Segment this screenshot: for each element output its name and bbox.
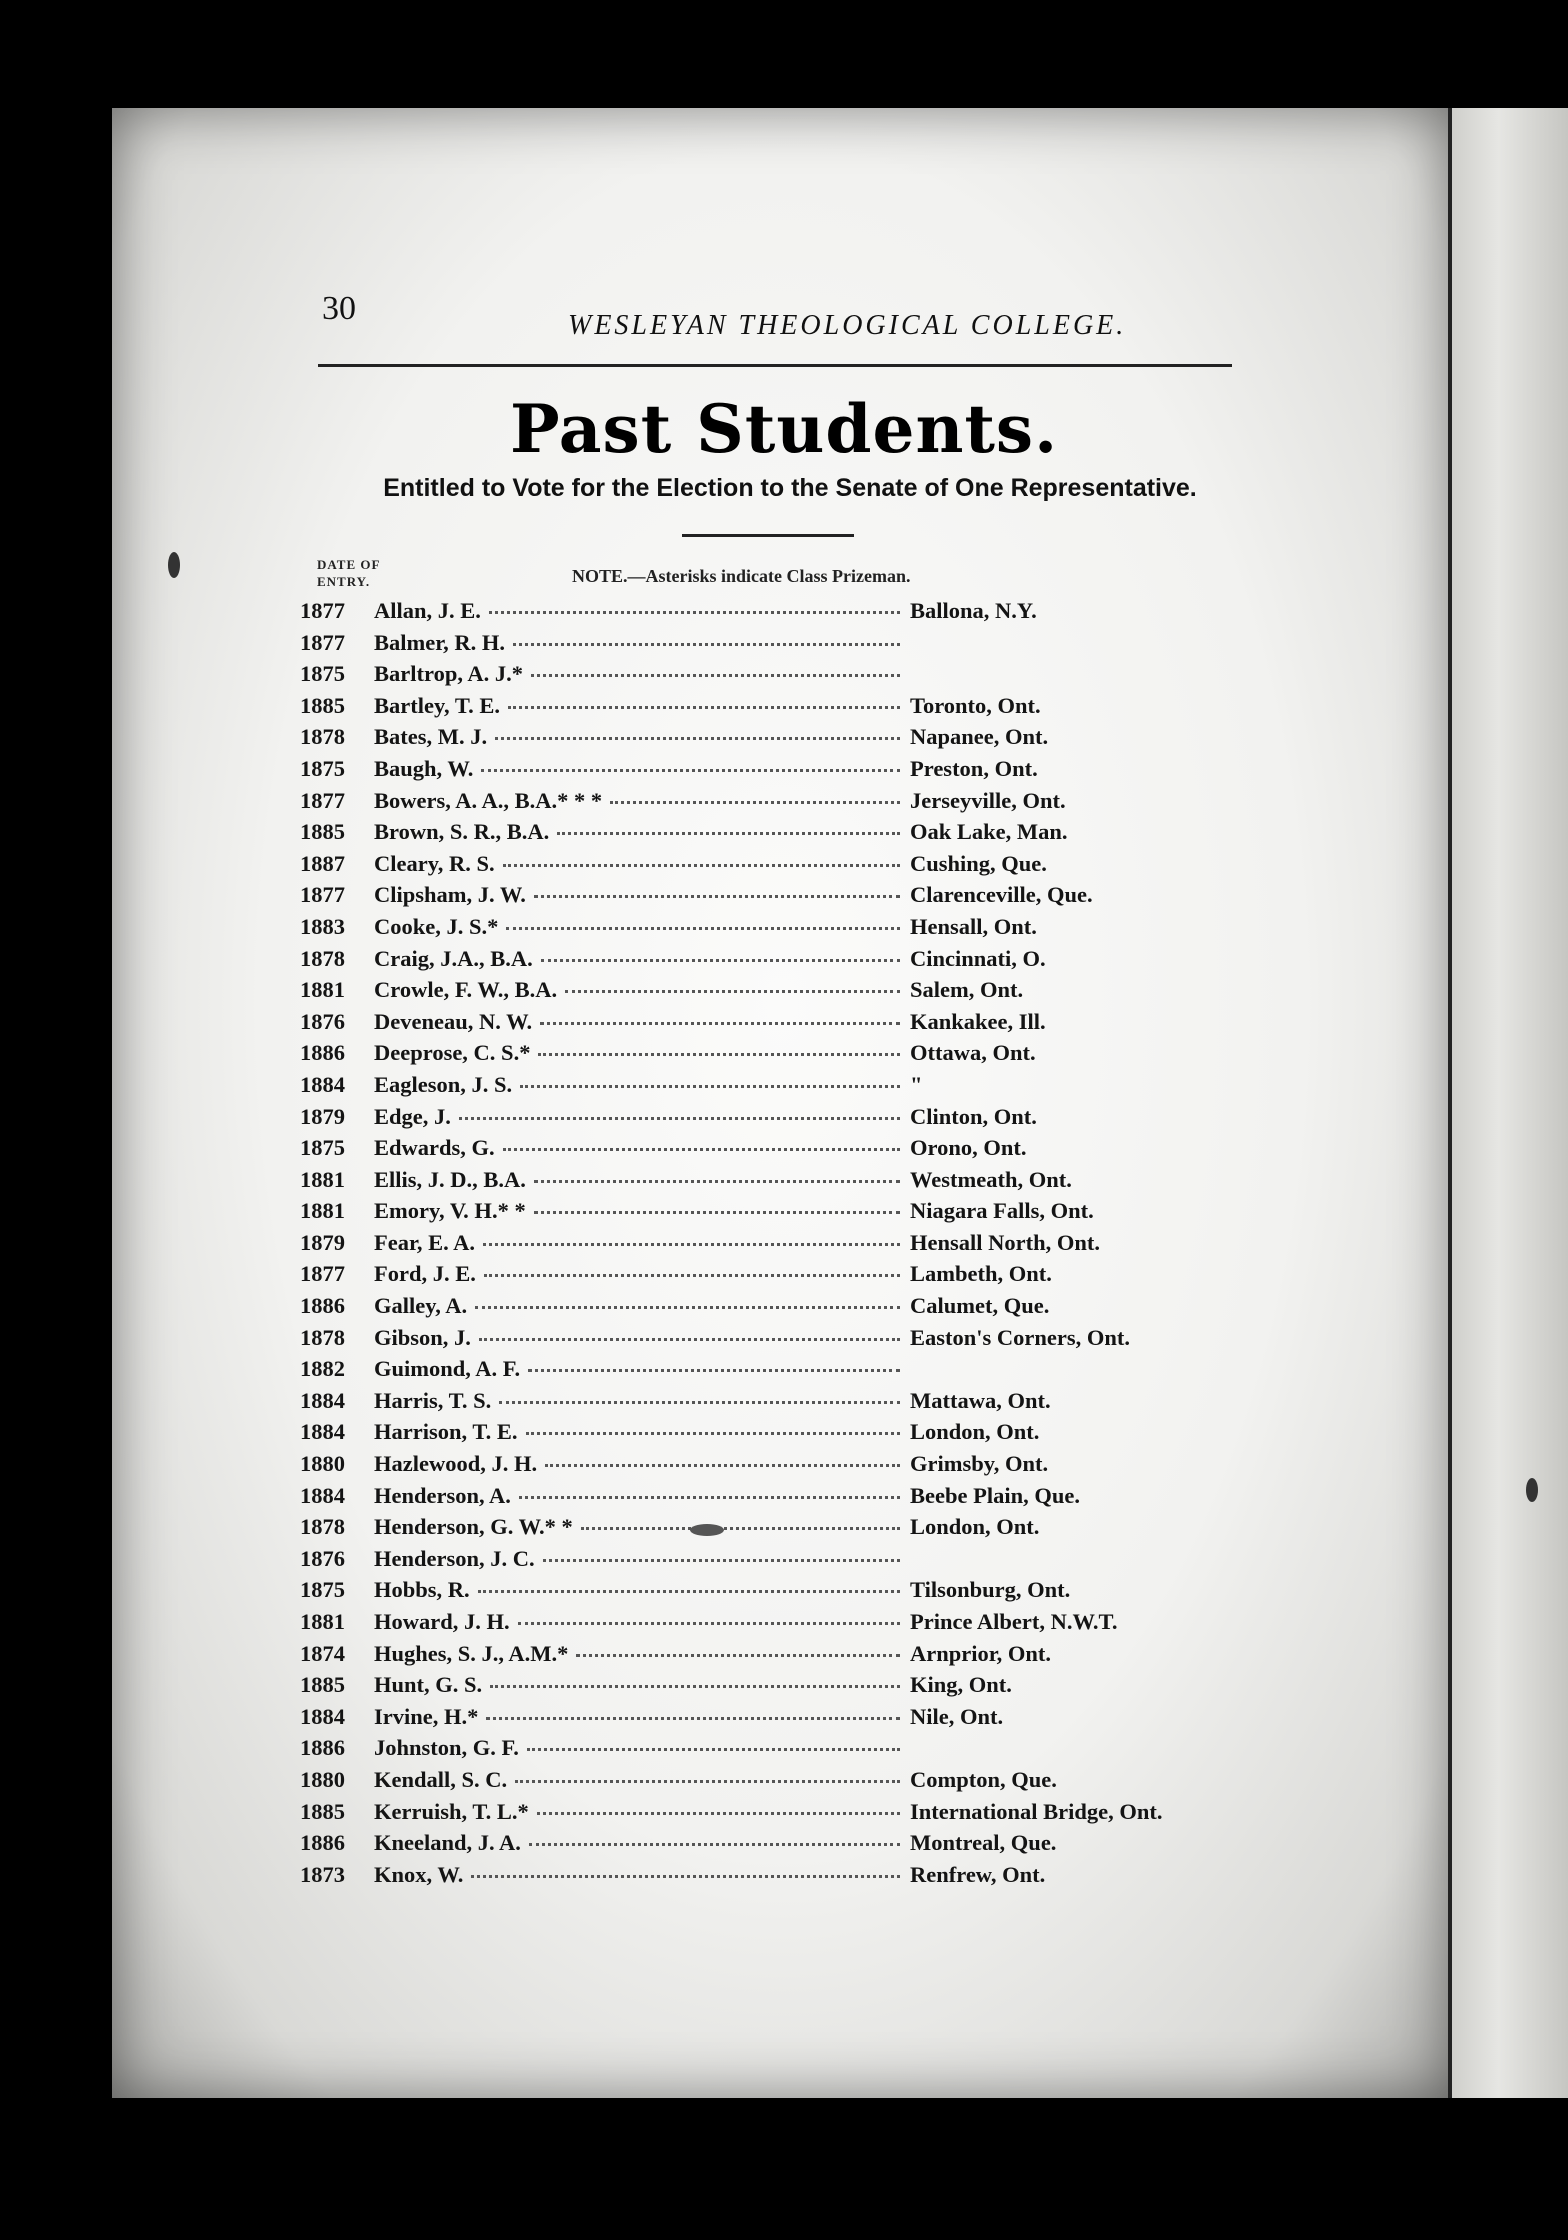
entry-year: 1877 <box>300 629 345 655</box>
student-residence: Napanee, Ont. <box>910 724 1049 750</box>
student-name: Bates, M. J. <box>374 724 488 750</box>
dot-leader <box>519 1496 900 1499</box>
student-residence: Arnprior, Ont. <box>910 1640 1052 1666</box>
dot-leader <box>565 990 900 993</box>
dot-leader <box>520 1085 900 1088</box>
student-row <box>300 1167 1220 1199</box>
entry-year: 1886 <box>300 1040 345 1066</box>
dot-leader <box>576 1654 900 1657</box>
student-name: Hunt, G. S. <box>374 1672 483 1698</box>
entry-year: 1886 <box>300 1293 345 1319</box>
student-name: Guimond, A. F. <box>374 1356 521 1382</box>
dot-leader <box>610 801 900 804</box>
student-name: Baugh, W. <box>374 755 474 781</box>
student-row <box>300 1704 1220 1736</box>
entry-year: 1877 <box>300 882 345 908</box>
student-name: Craig, J.A., B.A. <box>374 945 533 971</box>
entry-year: 1881 <box>300 1198 345 1224</box>
entry-year: 1880 <box>300 1451 345 1477</box>
entry-year: 1878 <box>300 1324 345 1350</box>
student-row <box>300 1325 1220 1357</box>
student-name: Fear, E. A. <box>374 1229 476 1255</box>
entry-year: 1882 <box>300 1356 345 1382</box>
student-name: Kneeland, J. A. <box>374 1830 521 1856</box>
student-residence: Montreal, Que. <box>910 1830 1057 1856</box>
dot-leader <box>486 1717 900 1720</box>
dot-leader <box>540 1022 900 1025</box>
dot-leader <box>527 1748 900 1751</box>
student-residence: Hensall, Ont. <box>910 913 1037 939</box>
student-name: Irvine, H.* <box>374 1703 479 1729</box>
entry-year: 1886 <box>300 1735 345 1761</box>
dot-leader <box>529 1843 900 1846</box>
student-residence: Toronto, Ont. <box>910 692 1041 718</box>
entry-year: 1879 <box>300 1229 345 1255</box>
student-name: Galley, A. <box>374 1293 468 1319</box>
student-name: Emory, V. H.* * <box>374 1198 526 1224</box>
dot-leader <box>484 1274 900 1277</box>
dot-leader <box>515 1780 900 1783</box>
dot-leader <box>581 1527 900 1530</box>
student-name: Balmer, R. H. <box>374 629 506 655</box>
entry-year: 1875 <box>300 1577 345 1603</box>
student-name: Bartley, T. E. <box>374 692 501 718</box>
dot-leader <box>508 706 900 709</box>
student-row <box>300 1261 1220 1293</box>
student-row <box>300 914 1220 946</box>
student-row <box>300 851 1220 883</box>
dot-leader <box>541 959 900 962</box>
student-row <box>300 756 1220 788</box>
student-row <box>300 724 1220 756</box>
student-row <box>300 1388 1220 1420</box>
student-residence: Tilsonburg, Ont. <box>910 1577 1071 1603</box>
entry-year: 1880 <box>300 1766 345 1792</box>
student-name: Kerruish, T. L.* <box>374 1798 529 1824</box>
student-row <box>300 1419 1220 1451</box>
entry-year: 1873 <box>300 1861 345 1887</box>
student-residence: Orono, Ont. <box>910 1135 1027 1161</box>
dot-leader <box>528 1369 900 1372</box>
entry-year: 1885 <box>300 1798 345 1824</box>
entry-year: 1881 <box>300 1166 345 1192</box>
student-list <box>300 598 1220 1893</box>
student-name: Kendall, S. C. <box>374 1766 508 1792</box>
dot-leader <box>495 737 900 740</box>
ink-smudge <box>1526 1478 1538 1502</box>
dot-leader <box>537 1812 900 1815</box>
student-residence: Clinton, Ont. <box>910 1103 1037 1129</box>
student-row <box>300 1577 1220 1609</box>
entry-year: 1876 <box>300 1545 345 1571</box>
dot-leader <box>471 1875 900 1878</box>
student-name: Ellis, J. D., B.A. <box>374 1166 526 1192</box>
student-row <box>300 1230 1220 1262</box>
student-residence: Easton's Corners, Ont. <box>910 1324 1131 1350</box>
entry-year: 1885 <box>300 692 345 718</box>
dot-leader <box>513 643 900 646</box>
student-name: Johnston, G. F. <box>374 1735 519 1761</box>
student-row <box>300 788 1220 820</box>
student-row <box>300 946 1220 978</box>
student-residence: International Bridge, Ont. <box>910 1798 1163 1824</box>
student-residence: Ottawa, Ont. <box>910 1040 1036 1066</box>
student-name: Brown, S. R., B.A. <box>374 819 550 845</box>
student-row <box>300 1483 1220 1515</box>
student-row <box>300 1356 1220 1388</box>
date-of-entry-header: DATE OF ENTRY. <box>317 557 380 589</box>
student-name: Cooke, J. S.* <box>374 913 499 939</box>
subtitle: Entitled to Vote for the Election to the Senate of One Representative. <box>383 474 1197 502</box>
student-residence: Salem, Ont. <box>910 977 1024 1003</box>
student-residence: London, Ont. <box>910 1419 1040 1445</box>
student-row <box>300 693 1220 725</box>
dot-leader <box>506 927 900 930</box>
student-residence: Cushing, Que. <box>910 850 1047 876</box>
dot-leader <box>459 1117 900 1120</box>
dot-leader <box>499 1401 900 1404</box>
student-row <box>300 1293 1220 1325</box>
student-name: Barltrop, A. J.* <box>374 661 523 687</box>
student-name: Edwards, G. <box>374 1135 495 1161</box>
student-residence: Niagara Falls, Ont. <box>910 1198 1094 1224</box>
entry-year: 1884 <box>300 1387 345 1413</box>
student-residence: London, Ont. <box>910 1514 1040 1540</box>
student-name: Knox, W. <box>374 1861 464 1887</box>
student-residence: Westmeath, Ont. <box>910 1166 1072 1192</box>
running-head <box>208 290 1228 340</box>
student-residence: Mattawa, Ont. <box>910 1387 1051 1413</box>
title-divider <box>682 534 854 537</box>
student-residence: Hensall North, Ont. <box>910 1229 1101 1255</box>
student-row <box>300 1040 1220 1072</box>
student-row <box>300 1641 1220 1673</box>
student-row <box>300 630 1220 662</box>
student-residence: Calumet, Que. <box>910 1293 1050 1319</box>
student-residence: Clarenceville, Que. <box>910 882 1093 908</box>
student-name: Eagleson, J. S. <box>374 1071 513 1097</box>
student-name: Bowers, A. A., B.A.* * * <box>374 787 603 813</box>
student-row <box>300 1514 1220 1546</box>
student-row <box>300 1735 1220 1767</box>
dot-leader <box>543 1559 900 1562</box>
student-row <box>300 1104 1220 1136</box>
student-row <box>300 819 1220 851</box>
student-row <box>300 1862 1220 1894</box>
student-row <box>300 1072 1220 1104</box>
student-residence: Kankakee, Ill. <box>910 1008 1046 1034</box>
student-name: Deveneau, N. W. <box>374 1008 533 1034</box>
student-residence: Prince Albert, N.W.T. <box>910 1609 1118 1634</box>
student-residence: Cincinnati, O. <box>910 945 1046 971</box>
student-name: Henderson, G. W.* * <box>374 1514 573 1540</box>
dot-leader <box>478 1590 900 1593</box>
dot-leader <box>479 1338 900 1341</box>
dot-leader <box>481 769 900 772</box>
entry-year: 1881 <box>300 977 345 1003</box>
entry-year: 1877 <box>300 598 345 623</box>
student-residence: Nile, Ont. <box>910 1703 1004 1729</box>
dot-leader <box>503 1148 900 1151</box>
dot-leader <box>531 674 900 677</box>
student-residence: King, Ont. <box>910 1672 1012 1698</box>
dot-leader <box>475 1306 900 1309</box>
page-number: 30 <box>322 290 356 327</box>
dot-leader <box>557 832 900 835</box>
student-row <box>300 1009 1220 1041</box>
student-name: Hazlewood, J. H. <box>374 1451 538 1477</box>
student-name: Henderson, J. C. <box>374 1545 535 1571</box>
student-name: Hughes, S. J., A.M.* <box>374 1640 569 1666</box>
college-title: WESLEYAN THEOLOGICAL COLLEGE. <box>568 310 1127 341</box>
student-residence: Jerseyville, Ont. <box>910 787 1066 813</box>
entry-year: 1874 <box>300 1640 345 1666</box>
student-row <box>300 1830 1220 1862</box>
student-name: Henderson, A. <box>374 1482 511 1508</box>
entry-year: 1875 <box>300 755 345 781</box>
student-residence: Beebe Plain, Que. <box>910 1482 1080 1508</box>
student-name: Edge, J. <box>374 1103 451 1129</box>
entry-year: 1875 <box>300 1135 345 1161</box>
student-name: Cleary, R. S. <box>374 850 495 876</box>
student-residence: Preston, Ont. <box>910 755 1038 781</box>
entry-year: 1878 <box>300 945 345 971</box>
student-name: Gibson, J. <box>374 1324 471 1350</box>
student-name: Hobbs, R. <box>374 1577 470 1603</box>
student-name: Deeprose, C. S.* <box>374 1040 531 1066</box>
section-title: Past Students. <box>509 390 1059 468</box>
student-residence: Ballona, N.Y. <box>910 598 1037 623</box>
entry-year: 1885 <box>300 1672 345 1698</box>
student-residence: Compton, Que. <box>910 1766 1057 1792</box>
entry-year: 1876 <box>300 1008 345 1034</box>
asterisk-note: NOTE.—Asterisks indicate Class Prizeman. <box>572 566 911 586</box>
student-name: Crowle, F. W., B.A. <box>374 977 558 1003</box>
student-row <box>300 1672 1220 1704</box>
entry-year: 1886 <box>300 1830 345 1856</box>
dot-leader <box>489 611 900 614</box>
student-row <box>300 1135 1220 1167</box>
student-row <box>300 598 1220 630</box>
entry-year: 1884 <box>300 1482 345 1508</box>
student-row <box>300 1546 1220 1578</box>
entry-year: 1887 <box>300 850 345 876</box>
dot-leader <box>534 1180 900 1183</box>
header-rule <box>318 364 1232 367</box>
dot-leader <box>526 1432 900 1435</box>
student-row <box>300 882 1220 914</box>
student-name: Harris, T. S. <box>374 1387 492 1413</box>
student-name: Harrison, T. E. <box>374 1419 518 1445</box>
student-row <box>300 1767 1220 1799</box>
student-residence: Oak Lake, Man. <box>910 819 1068 845</box>
entry-year: 1878 <box>300 1514 345 1540</box>
entry-year: 1875 <box>300 661 345 687</box>
ink-smudge <box>168 552 180 578</box>
student-row <box>300 661 1220 693</box>
student-row <box>300 1198 1220 1230</box>
ink-smudge <box>690 1524 724 1536</box>
entry-year: 1877 <box>300 787 345 813</box>
student-name: Allan, J. E. <box>374 598 481 623</box>
entry-year: 1878 <box>300 724 345 750</box>
student-residence: Renfrew, Ont. <box>910 1861 1046 1887</box>
dot-leader <box>483 1243 900 1246</box>
student-name: Clipsham, J. W. <box>374 882 526 908</box>
entry-year: 1884 <box>300 1703 345 1729</box>
student-residence: Lambeth, Ont. <box>910 1261 1052 1287</box>
student-row <box>300 1609 1220 1641</box>
student-name: Howard, J. H. <box>374 1609 510 1634</box>
dot-leader <box>545 1464 900 1467</box>
entry-year: 1884 <box>300 1071 345 1097</box>
student-row <box>300 1799 1220 1831</box>
dot-leader <box>534 1211 900 1214</box>
entry-year: 1884 <box>300 1419 345 1445</box>
student-name: Ford, J. E. <box>374 1261 476 1287</box>
dot-leader <box>503 864 900 867</box>
student-row <box>300 1451 1220 1483</box>
student-residence: Grimsby, Ont. <box>910 1451 1049 1477</box>
dot-leader <box>534 895 900 898</box>
entry-year: 1877 <box>300 1261 345 1287</box>
entry-year: 1885 <box>300 819 345 845</box>
student-row <box>300 977 1220 1009</box>
entry-year: 1879 <box>300 1103 345 1129</box>
dot-leader <box>490 1685 900 1688</box>
student-residence: " <box>910 1071 923 1097</box>
entry-year: 1883 <box>300 913 345 939</box>
entry-year: 1881 <box>300 1609 345 1634</box>
dot-leader <box>538 1053 900 1056</box>
dot-leader <box>518 1622 900 1625</box>
